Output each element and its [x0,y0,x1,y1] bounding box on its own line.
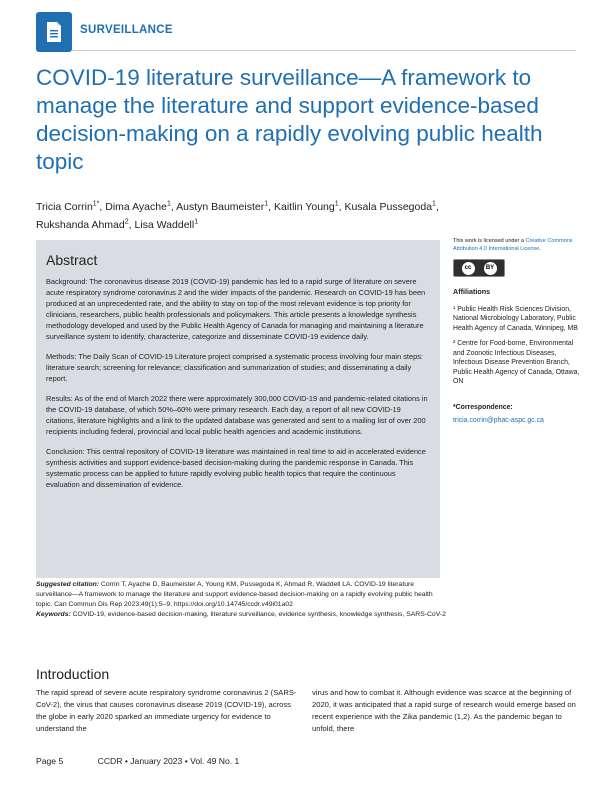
abstract-conclusion: Conclusion: This central repository of COVID-19 literature was maintained in real time to aid in accelerated evidence synthesis activities and support evidence-based decision-making during the pandemic response in Canada. This systematic process can be applied to future rapidly evolving public health topics that require the continuous evaluation and dissemination of evidence. [46,447,426,489]
section-badge [36,12,72,52]
page-number: Page 5 [36,756,64,766]
citation-text: Suggested citation: Corrin T, Ayache D, Baumeister A, Young KM, Pussegoda K, Ahmad R, Waddell LA. COVID-19 literature surveillance—A framework to manage the literature and support evidence-based decision-making on a rapidly evolving public health topic. Can Commun Dis Rep 2023;49(1):5–9. https://doi.org/10.14745/ccdr.v49i01a02 [36,581,433,608]
correspondence-email[interactable]: tricia.corrin@phac-aspc.gc.ca [453,417,544,424]
suggested-citation [36,580,446,620]
article-title: COVID-19 literature surveillance—A framework to manage the literature and support evidence-based decision-making on a rapidly evolving public health topic [36,65,543,174]
author: Lisa Waddell$^1$ [134,218,199,231]
introduction-column-1: The rapid spread of severe acute respiratory syndrome coronavirus 2 (SARS-CoV-2), the virus that causes coronavirus disease 2019 (COVID-19), across the globe in early 2020 sparked an immediate urgency for evidence to understand the [36,688,297,733]
header-divider [72,50,576,51]
affiliation-item: ² Centre for Food-borne, Environmental and Zoonotic Infectious Diseases, Infectious Disease Prevention Branch, Public Health Agency of Canada, Ottawa, ON [453,340,580,385]
introduction-column-2: virus and how to combat it. Although evidence was scarce at the beginning of 2020, it was anticipated that a rapid surge of research would emerge based on recent experience with the Zika pandemic (1,2). As the pandemic began to unfold, there [312,688,576,733]
affiliation-item: ¹ Public Health Risk Sciences Division, National Microbiology Laboratory, Public Health Agency of Canada, Winnipeg, MB [453,305,578,332]
journal-info: CCDR • January 2023 • Vol. 49 No. 1 [97,756,240,766]
correspondence-heading: *Correspondence: [453,403,513,411]
abstract-background: Background: The coronavirus disease 2019 (COVID-19) pandemic has led to a rapid surge of literature on severe acute respiratory syndrome coronavirus 2 and the wider impacts of the pandemic. Research on COVID-19 has been produced at an unprecedented rate, and the ability to stay on top of the most relevant evidence is top priority for clinicians, researchers, public health professionals and policymakers. This article presents a knowledge synthesis methodology developed and used by the Public Health Agency of Canada for managing and maintaining a literature surveillance system to identify, characterize, categorize and disseminate COVID-19 evidence daily. [46,277,426,341]
author: Dima Ayache$^1$, [105,200,177,213]
abstract-box [36,240,440,578]
author: Rukshanda Ahmad$^2$, [36,218,135,231]
author-list [36,196,556,233]
license-link[interactable]: Creative Commons Attribution 4.0 International License [453,238,573,252]
author: Kusala Pussegoda$^1$, [344,200,439,213]
section-label: SURVEILLANCE [80,24,173,36]
author: Tricia Corrin$^{1*}$, [36,200,106,213]
abstract-results: Results: As of the end of March 2022 there were approximately 300,000 COVID-19 and pandemic-related citations in the COVID-19 database, of which 50%–60% were primary research. Each day, a report of all new COVID-19 citations, literature highlights and a link to the updated database was generated and sent to a mailing list of over 200 recipients including federal, provincial and local public health agencies and academic institutions. [46,394,428,436]
abstract-methods: Methods: The Daily Scan of COVID-19 Literature project comprised a systematic process involving four main steps: literature search; screening for relevance; classification and summarization of studies; and disseminating a daily report. [46,352,423,383]
affiliations-heading: Affiliations [453,287,491,296]
introduction-heading: Introduction [36,666,110,682]
author: Austyn Baumeister$^1$, [176,200,274,213]
keywords: Keywords: COVID-19, evidence-based decision-making, literature surveillance, evidence synthesis, knowledge synthesis, SARS-CoV-2 [36,611,446,618]
license-statement: This work is licensed under a Creative Commons Attribution 4.0 International License. [453,238,573,252]
abstract-heading: Abstract [46,252,98,268]
cc-by-icon[interactable]: cc BY [453,259,505,277]
page-footer [36,756,239,766]
sidebar [453,238,581,426]
author: Kaitlin Young$^1$, [273,200,345,213]
document-icon [45,21,63,43]
